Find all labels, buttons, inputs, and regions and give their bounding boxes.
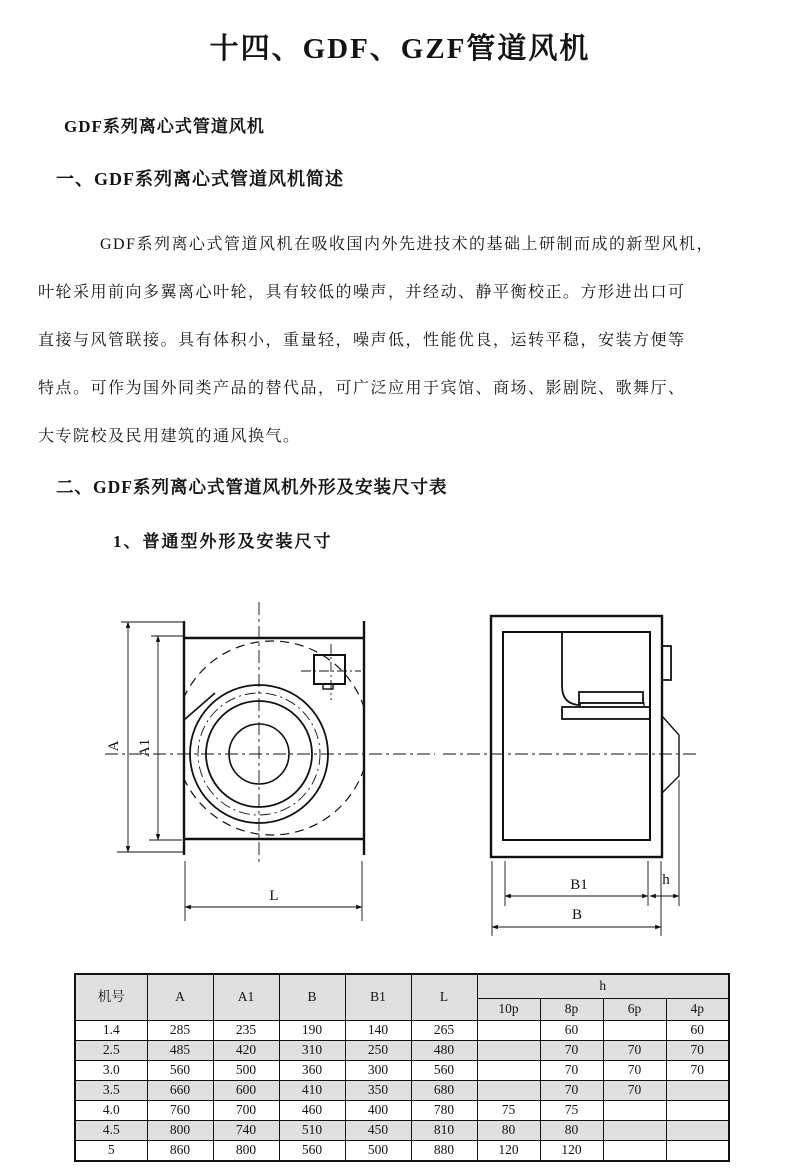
table-cell: 880 [411, 1140, 477, 1161]
table-cell: 250 [345, 1040, 411, 1060]
paragraph-line: 叶轮采用前向多翼离心叶轮，具有较低的噪声，并经动、静平衡校正。方形进出口可 [38, 283, 686, 301]
column-header-B1: B1 [345, 974, 411, 1021]
table-cell: 3.5 [75, 1080, 147, 1100]
table-row [75, 1020, 729, 1040]
table-cell: 70 [666, 1040, 729, 1060]
column-header-B: B [279, 974, 345, 1021]
table-cell: 300 [345, 1060, 411, 1080]
table-cell: 1.4 [75, 1020, 147, 1040]
table-cell: 70 [666, 1060, 729, 1080]
table-cell: 75 [540, 1100, 603, 1120]
motor-shelf [562, 707, 650, 719]
table-cell: 810 [411, 1120, 477, 1140]
fan-dimension-drawing [85, 588, 745, 948]
table-cell: 600 [213, 1080, 279, 1100]
table-cell: 360 [279, 1060, 345, 1080]
dim-label-B: B [571, 906, 583, 923]
table-cell: 190 [279, 1020, 345, 1040]
table-cell [603, 1120, 666, 1140]
side-junction-box [662, 646, 671, 680]
section2-heading: 二、GDF系列离心式管道风机外形及安装尺寸表 [56, 476, 448, 497]
table-cell: 70 [540, 1040, 603, 1060]
table-cell: 70 [540, 1080, 603, 1100]
table-cell: 265 [411, 1020, 477, 1040]
table-cell [477, 1040, 540, 1060]
table-cell: 60 [666, 1020, 729, 1040]
dim-label-B1: B1 [570, 876, 588, 893]
table-cell: 140 [345, 1020, 411, 1040]
table-cell: 420 [213, 1040, 279, 1060]
table-cell: 4.0 [75, 1100, 147, 1120]
table-row [75, 1140, 729, 1161]
table-cell: 500 [345, 1140, 411, 1161]
table-cell: 285 [147, 1020, 213, 1040]
table-row [75, 1060, 729, 1080]
table-cell: 560 [411, 1060, 477, 1080]
column-header-A: A [147, 974, 213, 1021]
table-cell [666, 1120, 729, 1140]
table-cell: 450 [345, 1120, 411, 1140]
table-cell [666, 1140, 729, 1161]
table-row [75, 1040, 729, 1060]
motor-body [579, 692, 643, 703]
column-header-10p: 10p [477, 998, 540, 1020]
table-cell: 860 [147, 1140, 213, 1161]
table-cell: 80 [540, 1120, 603, 1140]
table-cell [603, 1020, 666, 1040]
table-cell: 120 [477, 1140, 540, 1161]
paragraph-line: GDF系列离心式管道风机在吸收国内外先进技术的基础上研制而成的新型风机， [100, 235, 715, 253]
column-header-6p: 6p [603, 998, 666, 1020]
table-row [75, 1100, 729, 1120]
table-cell [477, 1080, 540, 1100]
column-header-A1: A1 [213, 974, 279, 1021]
table-cell: 2.5 [75, 1040, 147, 1060]
table-cell: 740 [213, 1120, 279, 1140]
table-cell: 510 [279, 1120, 345, 1140]
table-cell: 70 [603, 1040, 666, 1060]
dim-label-A1: A1 [137, 738, 153, 758]
table-cell [666, 1100, 729, 1120]
intro-paragraph [38, 221, 762, 461]
paragraph-line: 直接与风管联接。具有体积小，重量轻，噪声低，性能优良，运转平稳，安装方便等 [38, 331, 686, 349]
table-cell: 400 [345, 1100, 411, 1120]
table-cell: 760 [147, 1100, 213, 1120]
outlet-bracket [662, 716, 679, 793]
column-header-h-group: h [477, 974, 729, 999]
table-cell: 800 [147, 1120, 213, 1140]
table-cell: 660 [147, 1080, 213, 1100]
dim-label-A: A [106, 740, 122, 752]
product-heading: GDF系列离心式管道风机 [64, 116, 265, 136]
table-cell: 60 [540, 1020, 603, 1040]
side-view [443, 616, 697, 936]
dim-label-L: L [269, 887, 279, 904]
table-cell: 560 [279, 1140, 345, 1161]
paragraph-line: 特点。可作为国外同类产品的替代品，可广泛应用于宾馆、商场、影剧院、歌舞厅、 [38, 379, 686, 397]
table-cell: 800 [213, 1140, 279, 1161]
table-cell: 780 [411, 1100, 477, 1120]
table-cell: 70 [603, 1060, 666, 1080]
inner-panel [503, 632, 650, 840]
table-cell: 5 [75, 1140, 147, 1161]
table-row [75, 1120, 729, 1140]
table-cell: 480 [411, 1040, 477, 1060]
volute-line [184, 693, 215, 720]
table-cell: 310 [279, 1040, 345, 1060]
table-cell: 485 [147, 1040, 213, 1060]
paragraph-line: 大专院校及民用建筑的通风换气。 [38, 427, 301, 445]
front-view [105, 602, 435, 921]
dim-label-h: h [662, 871, 670, 888]
column-header-L: L [411, 974, 477, 1021]
table-cell: 410 [279, 1080, 345, 1100]
table-cell [603, 1140, 666, 1161]
table-cell [477, 1060, 540, 1080]
column-header-4p: 4p [666, 998, 729, 1020]
column-header-8p: 8p [540, 998, 603, 1020]
table-cell [477, 1020, 540, 1040]
technical-drawings [85, 588, 745, 948]
table-cell: 120 [540, 1140, 603, 1161]
table-cell: 4.5 [75, 1120, 147, 1140]
table-cell: 75 [477, 1100, 540, 1120]
table-cell: 560 [147, 1060, 213, 1080]
table-row [75, 1080, 729, 1100]
table-cell: 70 [603, 1080, 666, 1100]
table-cell: 350 [345, 1080, 411, 1100]
motor-base [579, 703, 644, 707]
table-cell [603, 1100, 666, 1120]
table-cell: 700 [213, 1100, 279, 1120]
column-header-model: 机号 [75, 974, 147, 1021]
table-cell: 3.0 [75, 1060, 147, 1080]
table-cell: 70 [540, 1060, 603, 1080]
dimension-table-body [75, 1020, 729, 1161]
section1-heading: 一、GDF系列离心式管道风机简述 [56, 168, 344, 189]
table-cell: 500 [213, 1060, 279, 1080]
table-cell: 80 [477, 1120, 540, 1140]
dimension-table [74, 973, 730, 1162]
page-title: 十四、GDF、GZF管道风机 [209, 33, 591, 65]
table-cell: 680 [411, 1080, 477, 1100]
subsection1-heading: 1、普通型外形及安装尺寸 [113, 531, 333, 551]
table-cell [666, 1080, 729, 1100]
table-cell: 235 [213, 1020, 279, 1040]
casing-outline [491, 616, 662, 857]
table-cell: 460 [279, 1100, 345, 1120]
